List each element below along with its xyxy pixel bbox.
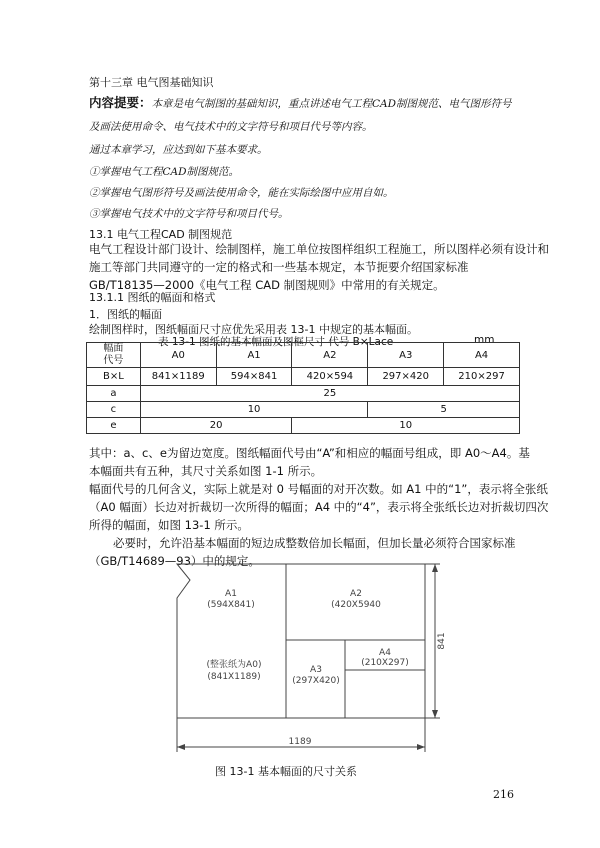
chapter-title: 第十三章 电气图基础知识 (89, 76, 214, 89)
table-header-cell: A4 (444, 343, 520, 368)
intro-line-1: 电气工程设计部门设计、绘制图样，施工单位按图样组织工程施工，所以图样必须有设计和 (89, 242, 549, 256)
table-caption: 表 13-1 图纸的基本幅面及图框尺寸 代号 B×Lace (158, 336, 394, 348)
table-cell: 420×594 (292, 368, 368, 386)
label-a3: A3 (310, 665, 322, 675)
requirement-2: ②掌握电气图形符号及画法使用命令，能在实际绘图中应用自如。 (89, 187, 394, 199)
label-a2-dim: (420X5940 (331, 600, 381, 610)
section-13-1-heading: 13.1 电气工程CAD 制图规范 (89, 228, 233, 241)
table-header-cell: A2 (292, 343, 368, 368)
requirement-1: ①掌握电气工程CAD制图规范。 (89, 166, 240, 178)
label-width-1189: 1189 (288, 737, 312, 747)
label-a2: A2 (350, 589, 362, 599)
table-cell: 25 (140, 386, 519, 402)
header-label-line-2: 代号 (103, 355, 124, 366)
requirements-intro: 通过本章学习，应达到如下基本要求。 (89, 144, 268, 156)
after-table-line-4: （A0 幅面）长边对折裁切一次所得的幅面；A4 中的“4”，表示将全张纸长边对折裁切四次 (89, 500, 549, 514)
after-table-line-3: 幅面代号的几何含义，实际上就是对 0 号幅面的对开次数。如 A1 中的“1”，表示将全张纸 (89, 482, 548, 496)
after-table-line-1: 其中：a、c、e为留边宽度。图纸幅面代号由“A”和相应的幅面号组成，即 A0～A4。基 (89, 446, 530, 460)
summary-text-2: 及画法使用命令、电气技术中的文字符号和项目代号等内容。 (89, 121, 373, 133)
extension-line-2: （GB/T14689—93）中的规定。 (89, 554, 260, 568)
arrow-right-icon (417, 744, 425, 750)
table-cell: 20 (140, 418, 292, 434)
arrow-up-icon (432, 564, 438, 572)
table-cell: 841×1189 (140, 368, 216, 386)
table-row-label: e (87, 418, 141, 434)
label-a4: A4 (379, 648, 391, 658)
label-height-841: 841 (437, 632, 447, 650)
label-a3-dim: (297X420) (292, 676, 340, 686)
figure-caption: 图 13-1 基本幅面的尺寸关系 (215, 765, 357, 778)
label-a0-dim: (841X1189) (207, 672, 261, 682)
label-a1-dim: (594X841) (207, 600, 255, 610)
table-header-cell: A0 (140, 343, 216, 368)
table-row-label: B×L (87, 368, 141, 386)
label-a1: A1 (225, 589, 237, 599)
label-a4-dim: (210X297) (361, 658, 409, 668)
summary-label: 内容提要： (89, 95, 152, 110)
table-cell: 594×841 (216, 368, 292, 386)
table-cell: 210×297 (444, 368, 520, 386)
after-table-line-5: 所得的幅面，如图 13-1 所示。 (89, 518, 249, 532)
table-row-label: c (87, 402, 141, 418)
after-table-line-2: 本幅面共有五种，其尺寸关系如图 1-1 所示。 (89, 464, 323, 478)
table-cell: 10 (140, 402, 368, 418)
header-label-line-1: 幅面 (103, 343, 124, 354)
table-cell: 10 (292, 418, 520, 434)
requirement-3: ③掌握电气技术中的文字符号和项目代号。 (89, 208, 289, 220)
intro-line-3: GB/T18135—2000《电气工程 CAD 制图规则》中常用的有关规定。 (89, 278, 445, 292)
table-row-label: a (87, 386, 141, 402)
item-1-text: 绘制图样时，图纸幅面尺寸应优先采用表 13-1 中规定的基本幅面。 (89, 323, 418, 336)
sheet-outline (177, 564, 425, 718)
intro-line-2: 施工等部门共同遵守的一定的格式和一些基本规定，本节扼要介绍国家标准 (89, 260, 469, 274)
arrow-down-icon (432, 710, 438, 718)
label-a0-note: (整张纸为A0) (206, 660, 262, 670)
page-number: 216 (493, 788, 514, 801)
table-unit: mm (474, 334, 495, 346)
section-13-1-1-heading: 13.1.1 图纸的幅面和格式 (89, 291, 216, 304)
item-1-heading: 1．图纸的幅面 (89, 308, 162, 321)
table-header-cell: A1 (216, 343, 292, 368)
extension-line-1: 必要时，允许沿基本幅面的短边成整数倍加长幅面，但加长量必须符合国家标准 (113, 536, 516, 550)
table-cell: 5 (368, 402, 520, 418)
table-cell: 297×420 (368, 368, 444, 386)
table-header-cell: A3 (368, 343, 444, 368)
arrow-left-icon (177, 744, 185, 750)
summary-text-1: 本章是电气制图的基础知识，重点讲述电气工程CAD制图规范、电气图形符号 (151, 98, 512, 110)
